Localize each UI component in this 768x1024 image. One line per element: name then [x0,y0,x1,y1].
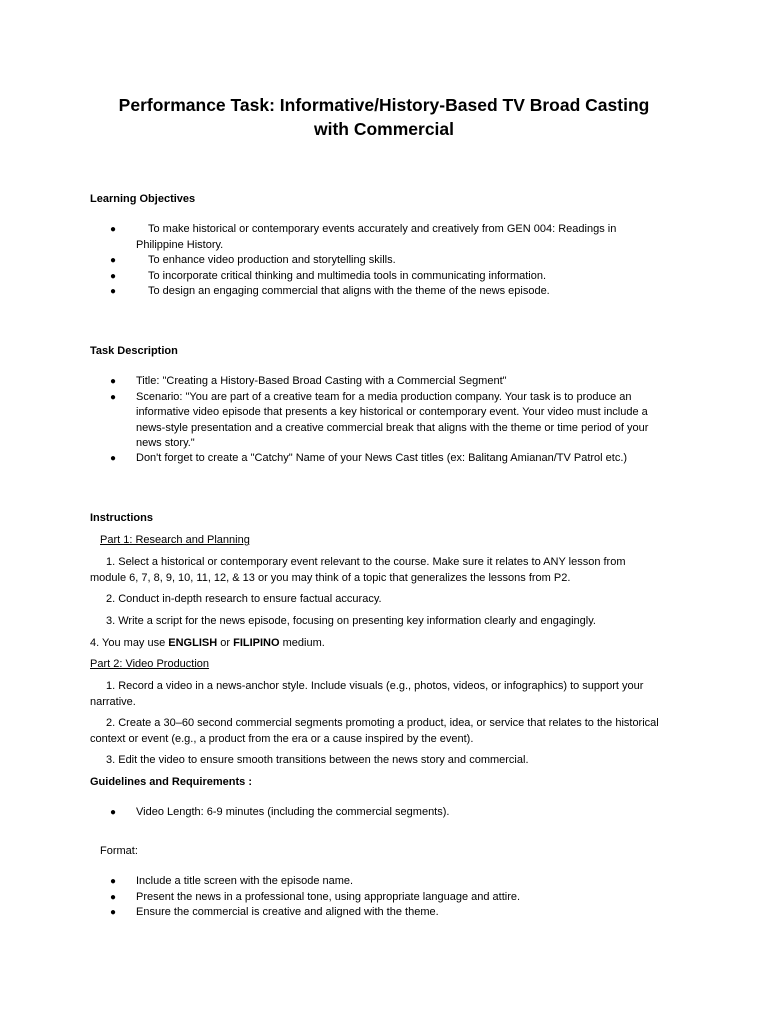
format-item-3: Ensure the commercial is creative and aligned with the theme. [136,906,439,918]
part1-step1-line1: 1. Select a historical or contemporary event relevant to the course. Make sure it relates to ANY lesson from [106,556,626,568]
scenario-line-2: informative video episode that presents a key historical or contemporary event. Your video must include a [136,406,648,418]
part1-step3: 3. Write a script for the news episode, focusing on presenting key information clearly and engagingly. [106,615,596,627]
part2-step1-line2: narrative. [90,695,136,708]
scenario-line-4: news story." [136,437,195,449]
part1-step4 [90,636,325,652]
step4-filipino: FILIPINO [233,637,280,649]
bullet: ● [110,255,117,266]
part2-step1-line1: 1. Record a video in a news-anchor style. Include visuals (e.g., photos, videos, or infographics) to support your [106,680,644,692]
part1-label: Part 1: Research and Planning [100,534,250,546]
bullet: ● [110,453,117,464]
part2-step3: 3. Edit the video to ensure smooth transitions between the news story and commercial. [106,754,529,766]
bullet: ● [110,286,117,297]
task-title-item: Title: "Creating a History-Based Broad Casting with a Commercial Segment" [136,375,507,387]
title-line-2: with Commercial [313,119,455,139]
step4-text-b: medium. [279,637,325,649]
scenario-line-3: news-style presentation and a creative commercial break that aligns with the theme or time period of your [136,421,649,434]
title-line-1: Performance Task: Informative/History-Based TV Broad Casting [118,95,650,115]
bullet: ● [110,391,117,403]
task-description-heading: Task Description [90,345,178,357]
part2-step2-line2: context or event (e.g., a product from the era or a cause inspired by the event). [90,732,474,745]
part2-label: Part 2: Video Production [90,658,210,670]
step4-text-a: 4. You may use [90,637,169,649]
bullet: ● [110,376,117,387]
step4-or: or [217,637,234,649]
part2-step2-line1: 2. Create a 30–60 second commercial segments promoting a product, idea, or service that relates to the historical [106,717,659,729]
step4-english: ENGLISH [168,637,218,649]
scenario-line-1: Scenario: "You are part of a creative team for a media production company. Your task is to produce an [136,390,632,403]
catchy-name-item: Don't forget to create a "Catchy" Name of your News Cast titles (ex: Balitang Amianan/TV Patrol etc.) [136,452,628,464]
bullet: ● [110,907,117,918]
bullet: ● [110,224,117,235]
part1-step2: 2. Conduct in-depth research to ensure factual accuracy. [106,593,382,605]
format-item-2: Present the news in a professional tone, using appropriate language and attire. [136,890,521,903]
instructions-heading: Instructions [90,512,153,524]
learning-objectives-heading: Learning Objectives [90,193,196,205]
document-title [90,93,678,141]
objective-item-4: To design an engaging commercial that aligns with the theme of the news episode. [148,285,550,297]
guidelines-heading: Guidelines and Requirements : [90,776,252,788]
format-label: Format: [100,845,138,857]
bullet: ● [110,891,117,903]
bullet: ● [110,807,117,818]
objective-item-2: To enhance video production and storytelling skills. [148,254,396,266]
bullet: ● [110,270,117,282]
format-item-1: Include a title screen with the episode name. [136,875,354,887]
objective-item-1-cont: Philippine History. [136,238,224,251]
objective-item-1: To make historical or contemporary events accurately and creatively from GEN 004: Readings in [148,223,617,235]
video-length-item: Video Length: 6-9 minutes (including the commercial segments). [136,806,450,818]
part1-step1-line2: module 6, 7, 8, 9, 10, 11, 12, & 13 or you may think of a topic that generalizes the lessons from P2. [90,571,571,584]
objective-item-3: To incorporate critical thinking and multimedia tools in communicating information. [148,269,547,282]
bullet: ● [110,876,117,887]
